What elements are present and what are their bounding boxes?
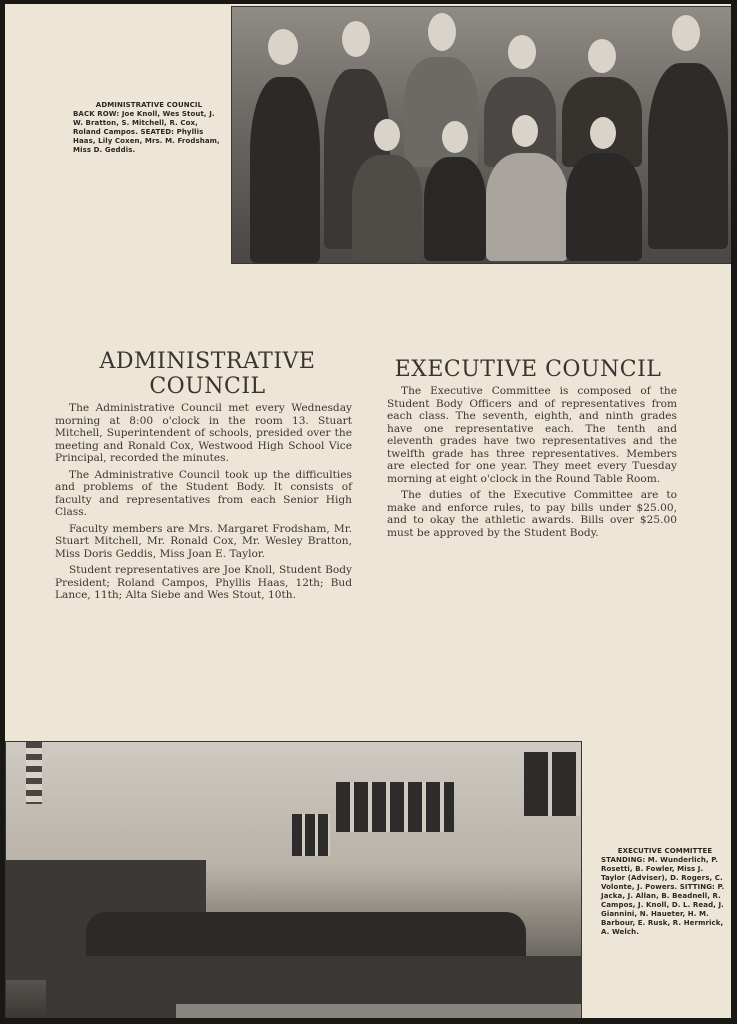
photo-figure xyxy=(590,117,616,149)
photo-figure xyxy=(268,29,298,65)
photo-figure xyxy=(424,157,486,261)
admin-paragraph: Faculty members are Mrs. Margaret Frodsham, Mr. Stuart Mitchell, Mr. Ronald Cox, Mr. Wesley Bratton, Miss Doris Geddis, Miss Joan E. Taylor. xyxy=(55,522,352,560)
photo-figure xyxy=(250,77,320,263)
photo-figure xyxy=(512,115,538,147)
photo-figure xyxy=(486,153,568,261)
photo-flag xyxy=(26,742,42,804)
admin-paragraph: Student representatives are Joe Knoll, Student Body President; Roland Campos, Phyllis Haas, 12th; Bud Lance, 11th; Alta Siebe and Wes Stout, 10th. xyxy=(55,564,352,601)
administrative-heading-line1: ADMINISTRATIVE xyxy=(99,349,316,374)
photo-figure xyxy=(508,35,536,69)
photo-figure xyxy=(588,39,616,73)
photo-figure xyxy=(374,119,400,151)
yearbook-page xyxy=(5,4,731,1018)
executive-council-heading: EXECUTIVE COUNCIL xyxy=(394,357,662,382)
photo-window xyxy=(292,814,330,856)
photo-window xyxy=(524,752,580,816)
photo-figure xyxy=(648,63,728,249)
photo-figure xyxy=(404,57,478,167)
executive-committee-photo xyxy=(5,741,582,1018)
bottom-photo-caption-text: STANDING: M. Wunderlich, P. Rosetti, B. Fowler, Miss J. Taylor (Adviser), D. Rogers, C. Volonte, J. Powers. SITTING: P. Jacka, J. Allan, B. Beadnell, R. Campos, J. Knoll, D. L. Read, J. Giannini, N. Haueter, H. M. Barbour, E. Rusk, R. Hermrick, A. Welch. xyxy=(601,856,725,936)
top-photo-caption xyxy=(73,101,225,155)
executive-council-text xyxy=(387,385,677,543)
bottom-photo-caption-title: EXECUTIVE COMMITTEE xyxy=(617,847,713,855)
administrative-council-heading xyxy=(65,349,350,399)
admin-paragraph: The Administrative Council met every Wednesday morning at 8:00 o'clock in the room 13. Stuart Mitchell, Superintendent of schools, presided over the meeting and Ronald Cox, Westwood High School Vice Principal, recorded the minutes. xyxy=(55,402,352,464)
photo-figure xyxy=(672,15,700,51)
photo-figure xyxy=(342,21,370,57)
administrative-heading-line2: COUNCIL xyxy=(149,374,266,399)
top-photo-caption-text: BACK ROW: Joe Knoll, Wes Stout, J. W. Bratton, S. Mitchell, R. Cox, Roland Campos. SEATED: Phyllis Haas, Lily Coxen, Mrs. M. Frodsham, Miss D. Geddis. xyxy=(73,110,220,154)
exec-paragraph: The Executive Committee is composed of the Student Body Officers and of representatives from each class. The seventh, eighth, and ninth grades have one representative each. The tenth and eleventh grades have two representatives and the twelfth grade has three representatives. Members are elected for one year. They meet every Tuesday morning at eight o'clock in the Round Table Room. xyxy=(387,385,677,485)
administrative-council-photo xyxy=(231,6,731,264)
top-photo-caption-title: ADMINISTRATIVE COUNCIL xyxy=(95,101,203,109)
bottom-photo-caption xyxy=(601,847,729,937)
photo-figure xyxy=(428,13,456,51)
photo-figure xyxy=(442,121,468,153)
photo-figure xyxy=(352,155,422,261)
admin-paragraph: The Administrative Council took up the difficulties and problems of the Student Body. It consists of faculty and representatives from each Senior High Class. xyxy=(55,468,352,518)
photo-figure xyxy=(566,153,642,261)
photo-table xyxy=(176,1004,581,1018)
exec-paragraph: The duties of the Executive Committee are to make and enforce rules, to pay bills under $25.00, and to okay the athletic awards. Bills over $25.00 must be approved by the Student Body. xyxy=(387,489,677,539)
photo-window xyxy=(336,782,454,832)
administrative-council-text xyxy=(55,402,352,606)
